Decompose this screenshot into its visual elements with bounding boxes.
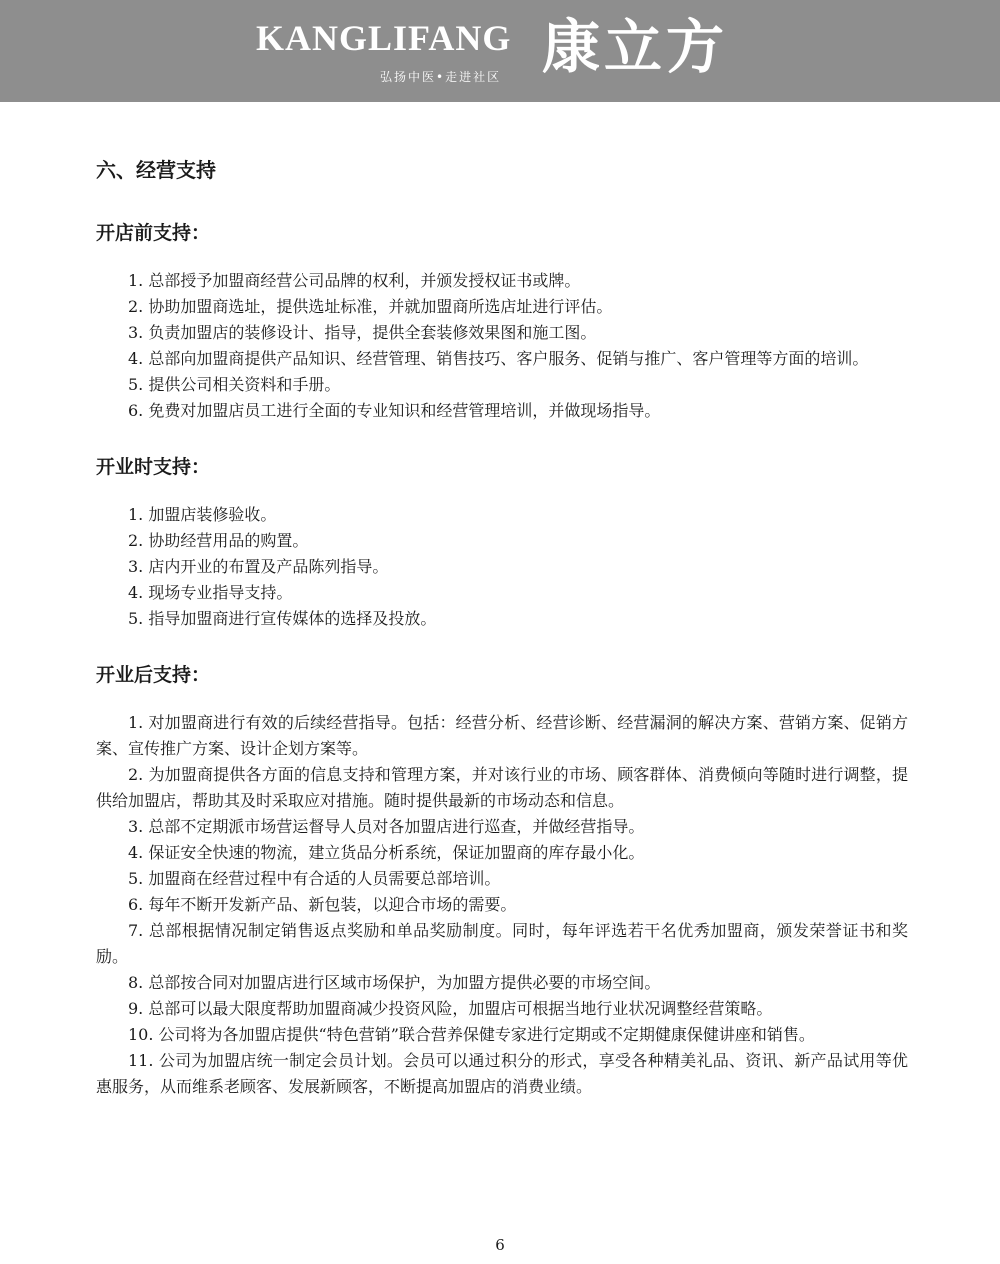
- main-content: [96, 152, 908, 1126]
- list-item: 6. 免费对加盟店员工进行全面的专业知识和经营管理培训，并做现场指导。: [128, 401, 661, 420]
- sub-heading: 开业后支持：: [96, 664, 211, 686]
- list-item: 2. 协助加盟商选址，提供选址标准，并就加盟商所选店址进行评估。: [128, 297, 613, 316]
- support-block-pre-opening: [96, 216, 908, 424]
- list-item: 1. 加盟店装修验收。: [128, 505, 277, 524]
- list-item: 5. 指导加盟商进行宣传媒体的选择及投放。: [128, 609, 437, 628]
- list-item: 2. 为加盟商提供各方面的信息支持和管理方案，并对该行业的市场、顾客群体、消费倾向等随时进行调整，提供给加盟店，帮助其及时采取应对措施。随时提供最新的市场动态和信息。: [96, 765, 908, 810]
- support-block-post-opening: [96, 658, 908, 1100]
- item-list: [96, 268, 908, 424]
- support-block-opening: [96, 450, 908, 632]
- list-item: 4. 总部向加盟商提供产品知识、经营管理、销售技巧、客户服务、促销与推广、客户管理等方面的培训。: [128, 349, 869, 368]
- item-list: [96, 710, 908, 1100]
- list-item: 5. 加盟商在经营过程中有合适的人员需要总部培训。: [128, 869, 501, 888]
- brand-latin-logo: KANGLIFANG: [256, 18, 512, 58]
- sub-heading: 开店前支持：: [96, 222, 211, 244]
- list-item: 3. 店内开业的布置及产品陈列指导。: [128, 557, 389, 576]
- list-item: 7. 总部根据情况制定销售返点奖励和单品奖励制度。同时，每年评选若干名优秀加盟商，颁发荣誉证书和奖励。: [96, 921, 908, 966]
- header-band: [0, 0, 1000, 102]
- list-item: 1. 对加盟商进行有效的后续经营指导。包括：经营分析、经营诊断、经营漏洞的解决方案、营销方案、促销方案、宣传推广方案、设计企划方案等。: [96, 713, 908, 758]
- list-item: 5. 提供公司相关资料和手册。: [128, 375, 341, 394]
- list-item: 3. 总部不定期派市场营运督导人员对各加盟店进行巡查，并做经营指导。: [128, 817, 645, 836]
- item-list: [96, 502, 908, 632]
- list-item: 11. 公司为加盟店统一制定会员计划。会员可以通过积分的形式，享受各种精美礼品、资讯、新产品试用等优惠服务，从而维系老顾客、发展新顾客，不断提高加盟店的消费业绩。: [96, 1051, 908, 1096]
- list-item: 4. 保证安全快速的物流，建立货品分析系统，保证加盟商的库存最小化。: [128, 843, 645, 862]
- list-item: 4. 现场专业指导支持。: [128, 583, 293, 602]
- list-item: 2. 协助经营用品的购置。: [128, 531, 309, 550]
- list-item: 10. 公司将为各加盟店提供“特色营销”联合营养保健专家进行定期或不定期健康保健讲座和销售。: [128, 1025, 815, 1044]
- list-item: 9. 总部可以最大限度帮助加盟商减少投资风险，加盟店可根据当地行业状况调整经营策略。: [128, 999, 773, 1018]
- list-item: 8. 总部按合同对加盟店进行区域市场保护，为加盟方提供必要的市场空间。: [128, 973, 661, 992]
- list-item: 6. 每年不断开发新产品、新包装，以迎合市场的需要。: [128, 895, 517, 914]
- list-item: 3. 负责加盟店的装修设计、指导，提供全套装修效果图和施工图。: [128, 323, 597, 342]
- sub-heading: 开业时支持：: [96, 456, 211, 478]
- section-title: 六、经营支持: [96, 158, 216, 182]
- list-item: 1. 总部授予加盟商经营公司品牌的权利，并颁发授权证书或牌。: [128, 271, 581, 290]
- brand-slogan: 弘扬中医•走进社区: [380, 70, 502, 84]
- brand-cjk-logo: 康立方: [542, 13, 729, 81]
- page-number: 6: [495, 1236, 505, 1254]
